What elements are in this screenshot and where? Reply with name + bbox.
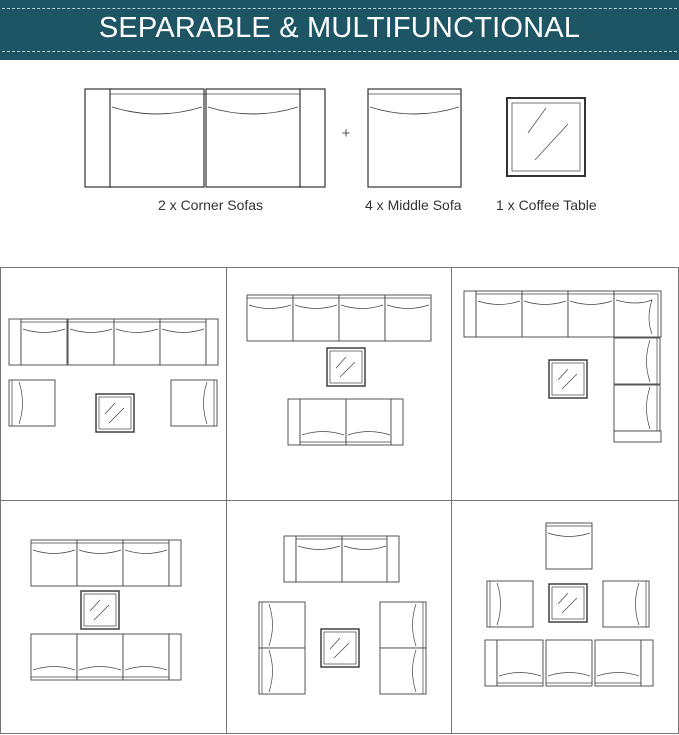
coffee-table-icon	[507, 98, 585, 176]
layout-5	[259, 536, 426, 694]
layout-3	[464, 291, 661, 442]
page-title: SEPARABLE & MULTIFUNCTIONAL	[98, 12, 581, 44]
layout-1	[9, 319, 218, 432]
plus-sign: +	[341, 125, 351, 142]
layout-2	[247, 295, 431, 445]
layout-6	[485, 523, 653, 686]
middle-sofa-icon	[368, 89, 461, 187]
corner-sofas-caption: 2 x Corner Sofas	[158, 197, 264, 213]
middle-sofa-caption: 4 x Middle Sofa	[365, 197, 462, 213]
coffee-table-caption: 1 x Coffee Table	[496, 197, 597, 213]
corner-sofa-pair-icon	[85, 89, 325, 187]
layout-4	[31, 540, 181, 680]
